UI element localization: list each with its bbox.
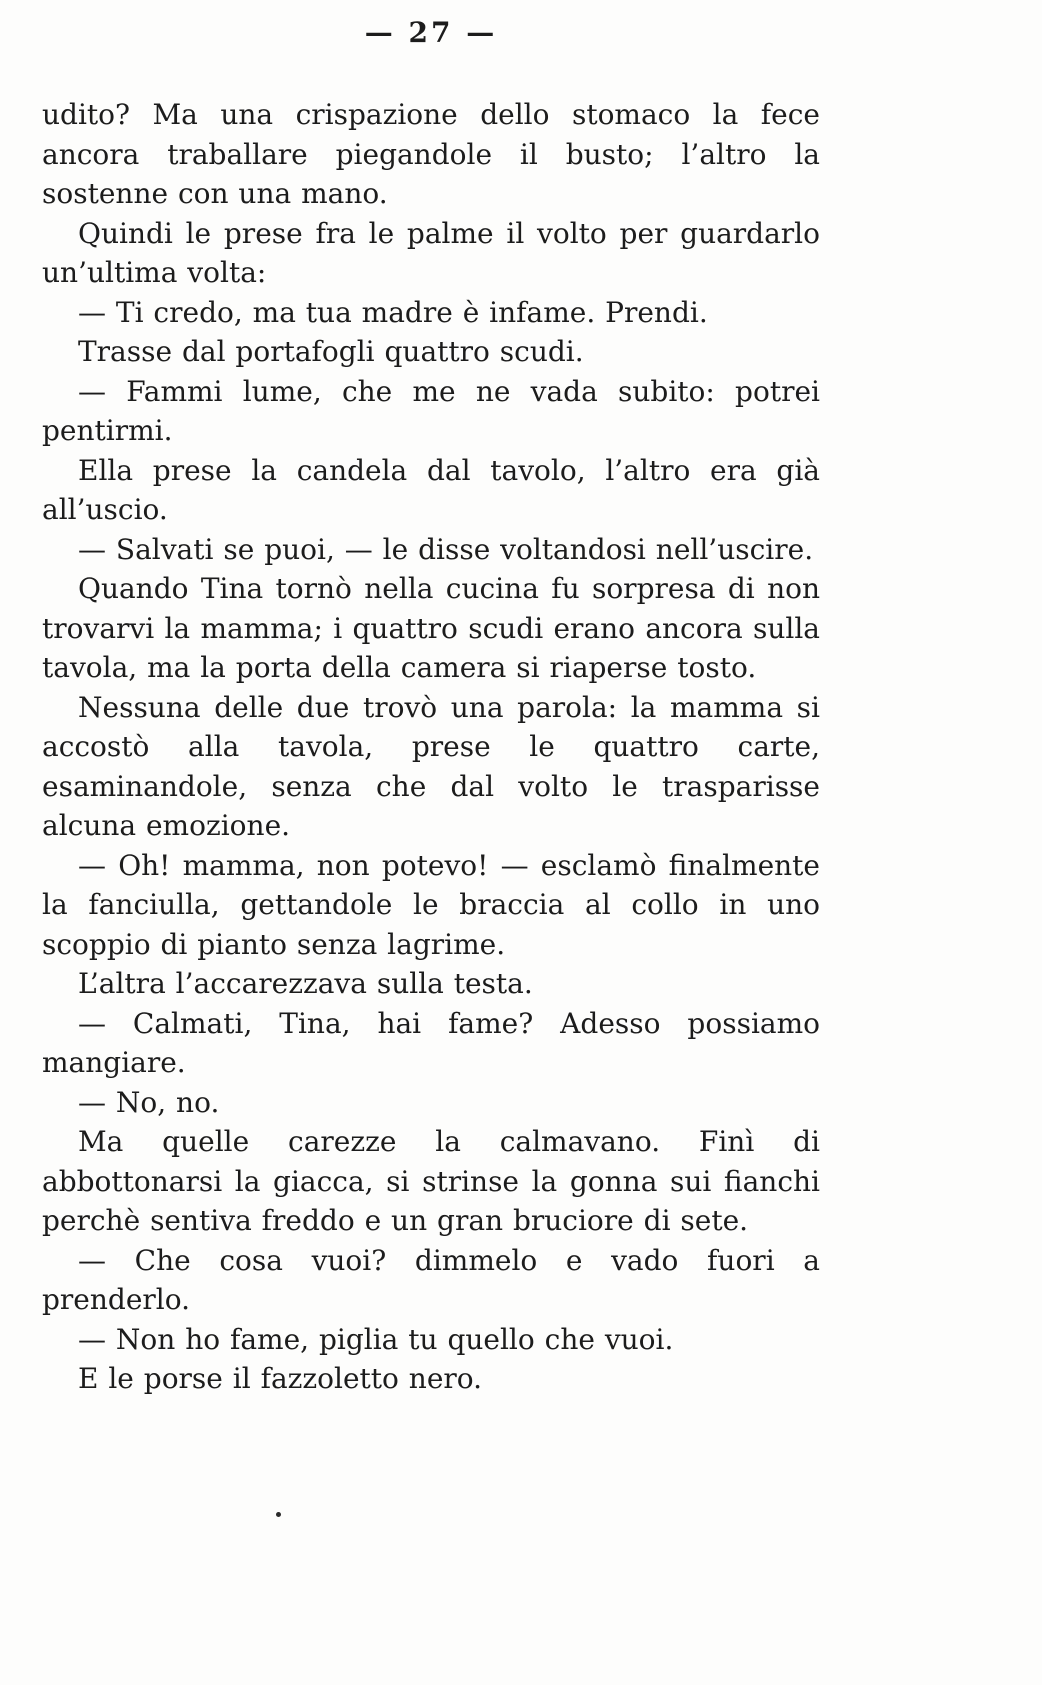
paragraph: — No, no. — [78, 1085, 220, 1119]
paragraph: Ella prese la candela dal tavolo, l’altro era già all’uscio. — [42, 453, 820, 526]
paragraph: udito? Ma una crispazione dello stomaco la fece ancora traballare piegandole il busto; l’altro la sostenne con una mano. — [42, 98, 820, 210]
paragraph: Ma quelle carezze la calmavano. Finì di abbottonarsi la giacca, si strinse la gonna sui fianchi perchè sentiva freddo e un gran bruciore di sete. — [42, 1125, 820, 1237]
text-block — [42, 95, 820, 1399]
book-page — [42, 14, 820, 1399]
paragraph: L’altra l’accarezzava sulla testa. — [78, 967, 533, 1000]
paragraph: Nessuna delle due trovò una parola: la mamma si accostò alla tavola, prese le quattro carte, esaminandole, senza che dal volto le trasparisse alcuna emozione. — [42, 690, 820, 842]
paragraph: Trasse dal portafogli quattro scudi. — [78, 335, 584, 368]
paragraph: Quindi le prese fra le palme il volto per guardarlo un’ultima volta: — [42, 216, 820, 289]
paragraph: Quando Tina tornò nella cucina fu sorpresa di non trovarvi la mamma; i quattro scudi erano ancora sulla tavola, ma la porta della camera si riaperse tosto. — [42, 572, 820, 684]
printers-mark-dot — [276, 1512, 281, 1517]
paragraph: — Ti credo, ma tua madre è infame. Prendi. — [78, 295, 708, 329]
paragraph: — Salvati se puoi, — le disse voltandosi nell’uscire. — [78, 532, 814, 566]
paragraph: — Che cosa vuoi? dimmelo e vado fuori a prenderlo. — [42, 1243, 820, 1316]
page-number: — 27 — — [364, 16, 498, 49]
paragraph: — Non ho fame, piglia tu quello che vuoi. — [78, 1322, 674, 1356]
paragraph: — Oh! mamma, non potevo! — esclamò finalmente la fanciulla, gettandole le braccia al collo in uno scoppio di pianto senza lagrime. — [42, 848, 820, 961]
paragraph: — Calmati, Tina, hai fame? Adesso possiamo mangiare. — [42, 1006, 820, 1079]
paragraph: E le porse il fazzoletto nero. — [78, 1362, 483, 1395]
paragraph: — Fammi lume, che me ne vada subito: potrei pentirmi. — [42, 374, 820, 447]
